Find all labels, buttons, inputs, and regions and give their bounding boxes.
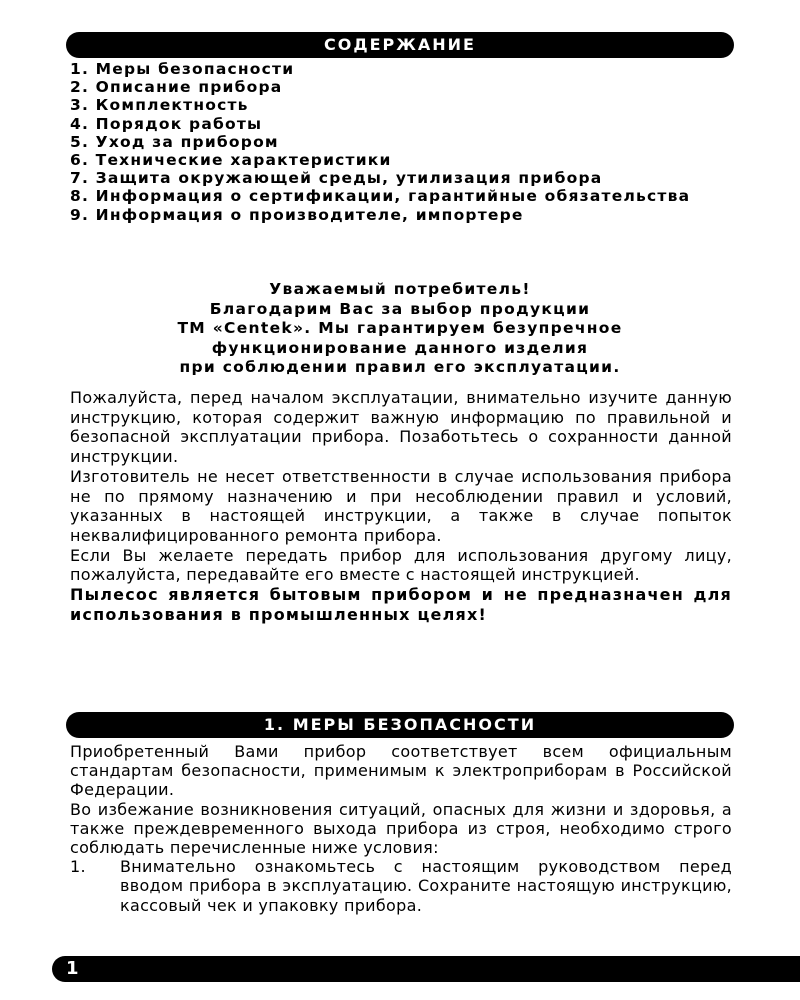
list-item-text: Внимательно ознакомьтесь с настоящим руководством перед вводом прибора в эксплуатацию. Сохраните настоящую инструкцию, кассовый чек и упаковку прибора. [120,857,732,915]
intro-paragraph: Изготовитель не несет ответственности в случае использования прибора не по прямому назначению и при несоблюдении правил и условий, указанных в настоящей инструкции, а также в случае попыток неквалифицированного ремонта прибора. [70,466,732,545]
welcome-line: функционирование данного изделия [211,338,589,357]
page-number: 1 [66,958,79,979]
safety-list-item [70,857,732,915]
safety-section-header: 1. МЕРЫ БЕЗОПАСНОСТИ [66,712,734,738]
toc-item: 5. Уход за прибором [70,132,279,151]
toc-item: 9. Информация о производителе, импортере [70,205,524,224]
toc-item: 7. Защита окружающей среды, утилизация прибора [70,169,603,188]
toc-item: 6. Технические характеристики [70,151,392,170]
toc-item: 3. Комплектность [70,96,249,115]
welcome-message [70,280,730,378]
welcome-line: Благодарим Вас за выбор продукции [209,299,591,318]
intro-paragraph: Пожалуйста, перед началом эксплуатации, внимательно изучите данную инструкцию, которая содержит важную информацию по правильной и безопасной эксплуатации прибора. Позаботьтесь о сохранности данной инструкции. [70,388,732,467]
toc-item: 4. Порядок работы [70,114,263,133]
welcome-line: ТМ «Centek». Мы гарантируем безупречное [177,319,623,337]
list-item-number: 1. [70,857,86,877]
table-of-contents [70,60,730,224]
safety-paragraph: Во избежание возникновения ситуаций, опасных для жизни и здоровья, а также преждевременного выхода прибора из строя, необходимо строго соблюдать перечисленные ниже условия: [70,799,732,858]
intro-paragraph: Если Вы желаете передать прибор для использования другому лицу, пожалуйста, передавайте его вместе с настоящей инструкцией. [70,545,732,585]
toc-item: 1. Меры безопасности [70,60,295,78]
toc-item: 2. Описание прибора [70,78,283,97]
welcome-line: Уважаемый потребитель! [269,280,531,298]
intro-warning: Пылесос является бытовым прибором и не предназначен для использования в промышленных целях! [70,585,732,624]
welcome-line: при соблюдении правил его эксплуатации. [179,358,621,376]
toc-item: 8. Информация о сертификации, гарантийные обязательства [70,187,691,206]
toc-header: СОДЕРЖАНИЕ [66,32,734,58]
safety-paragraph: Приобретенный Вами прибор соответствует всем официальным стандартам безопасности, применимым к электроприборам в Российской Федерации. [70,742,732,800]
footer-bar [52,956,800,982]
intro-section [70,388,732,624]
safety-section [70,742,732,915]
